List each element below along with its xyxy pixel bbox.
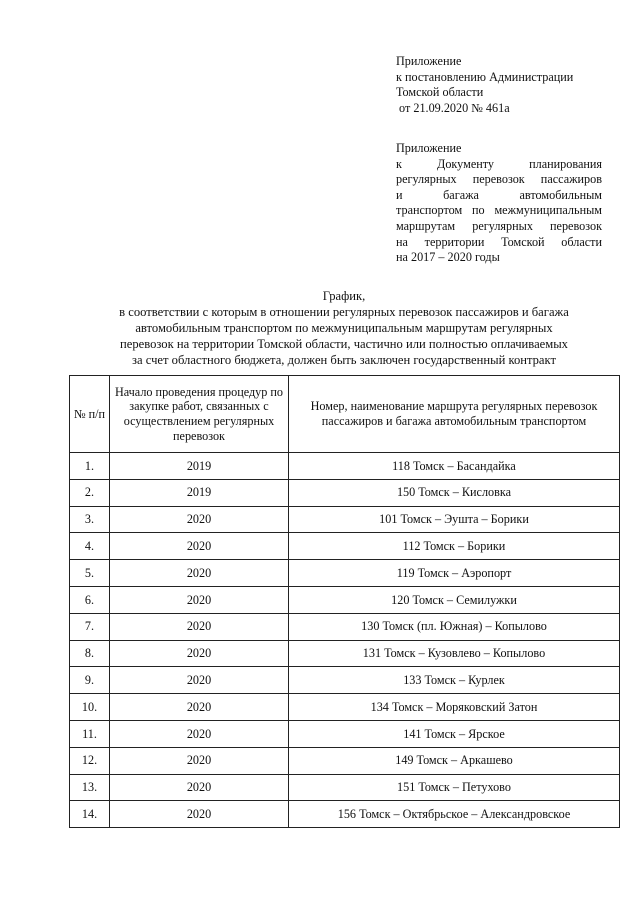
- table-row: [70, 720, 620, 747]
- row-number: 12.: [70, 747, 110, 774]
- procurement-year: 2020: [110, 640, 289, 667]
- row-number: 11.: [70, 720, 110, 747]
- title-line: автомобильным транспортом по межмуниципальным маршрутам регулярных: [135, 321, 553, 335]
- table-row: [70, 479, 620, 506]
- route-name: 156 Томск – Октябрьское – Александровское: [289, 801, 620, 828]
- route-name: 134 Томск – Моряковский Затон: [289, 694, 620, 721]
- procurement-year: 2020: [110, 506, 289, 533]
- table-row: [70, 453, 620, 480]
- appendix-header-document: [396, 141, 602, 266]
- appendix-line: на территории Томской области: [396, 234, 602, 249]
- table-row: [70, 694, 620, 721]
- procurement-year: 2020: [110, 560, 289, 587]
- table-row: [70, 560, 620, 587]
- route-name: 141 Томск – Ярское: [289, 720, 620, 747]
- route-name: 131 Томск – Кузовлево – Копылово: [289, 640, 620, 667]
- row-number: 13.: [70, 774, 110, 801]
- document-title: [68, 288, 620, 368]
- procurement-year: 2020: [110, 720, 289, 747]
- title-line: за счет областного бюджета, должен быть заключен государственный контракт: [132, 353, 556, 367]
- row-number: 2.: [70, 479, 110, 506]
- route-name: 112 Томск – Борики: [289, 533, 620, 560]
- route-name: 150 Томск – Кисловка: [289, 479, 620, 506]
- appendix-line: Приложение: [396, 141, 462, 155]
- appendix-line: транспортом по межмуниципальным: [396, 203, 602, 218]
- procurement-year: 2020: [110, 586, 289, 613]
- header-route: Номер, наименование маршрута регулярных перевозок пассажиров и багажа автомобильным транспортом: [289, 376, 620, 453]
- row-number: 6.: [70, 586, 110, 613]
- procurement-year: 2019: [110, 479, 289, 506]
- procurement-year: 2020: [110, 533, 289, 560]
- row-number: 3.: [70, 506, 110, 533]
- appendix-line: Приложение: [396, 54, 462, 68]
- appendix-line: регулярных перевозок пассажиров: [396, 172, 602, 187]
- route-name: 133 Томск – Курлек: [289, 667, 620, 694]
- table-row: [70, 533, 620, 560]
- route-name: 149 Томск – Аркашево: [289, 747, 620, 774]
- procurement-year: 2020: [110, 774, 289, 801]
- table-row: [70, 640, 620, 667]
- title-line: График,: [322, 289, 366, 303]
- procurement-year: 2020: [110, 667, 289, 694]
- appendix-date-number: от 21.09.2020 № 461а: [396, 100, 510, 115]
- appendix-line: на 2017 – 2020 годы: [396, 250, 500, 265]
- table-row: [70, 747, 620, 774]
- table-header-row: [70, 376, 620, 453]
- header-number: № п/п: [70, 376, 110, 453]
- appendix-line: к Документу планирования: [396, 156, 602, 171]
- row-number: 4.: [70, 533, 110, 560]
- title-line: перевозок на территории Томской области, частично или полностью оплачиваемых: [120, 337, 568, 351]
- table-row: [70, 506, 620, 533]
- table-row: [70, 801, 620, 828]
- table-row: [70, 774, 620, 801]
- row-number: 1.: [70, 453, 110, 480]
- title-line: в соответствии с которым в отношении регулярных перевозок пассажиров и багажа: [119, 305, 569, 319]
- appendix-line: к постановлению Администрации: [396, 69, 574, 84]
- procurement-year: 2020: [110, 747, 289, 774]
- table-row: [70, 667, 620, 694]
- procurement-year: 2020: [110, 801, 289, 828]
- table-row: [70, 613, 620, 640]
- route-name: 151 Томск – Петухово: [289, 774, 620, 801]
- route-name: 130 Томск (пл. Южная) – Копылово: [289, 613, 620, 640]
- schedule-table: [69, 375, 620, 828]
- procurement-year: 2020: [110, 694, 289, 721]
- table-row: [70, 586, 620, 613]
- appendix-header-resolution: [396, 54, 602, 116]
- route-name: 118 Томск – Басандайка: [289, 453, 620, 480]
- row-number: 7.: [70, 613, 110, 640]
- procurement-year: 2019: [110, 453, 289, 480]
- route-name: 119 Томск – Аэропорт: [289, 560, 620, 587]
- row-number: 10.: [70, 694, 110, 721]
- table-body: [70, 453, 620, 828]
- route-name: 101 Томск – Эушта – Борики: [289, 506, 620, 533]
- row-number: 8.: [70, 640, 110, 667]
- row-number: 9.: [70, 667, 110, 694]
- route-name: 120 Томск – Семилужки: [289, 586, 620, 613]
- appendix-line: и багажа автомобильным: [396, 187, 602, 202]
- procurement-year: 2020: [110, 613, 289, 640]
- row-number: 5.: [70, 560, 110, 587]
- appendix-line: Томской области: [396, 85, 484, 100]
- row-number: 14.: [70, 801, 110, 828]
- header-procurement-start: Начало проведения процедур по закупке работ, связанных с осуществлением регулярных перевозок: [110, 376, 289, 453]
- appendix-line: маршрутам регулярных перевозок: [396, 218, 602, 233]
